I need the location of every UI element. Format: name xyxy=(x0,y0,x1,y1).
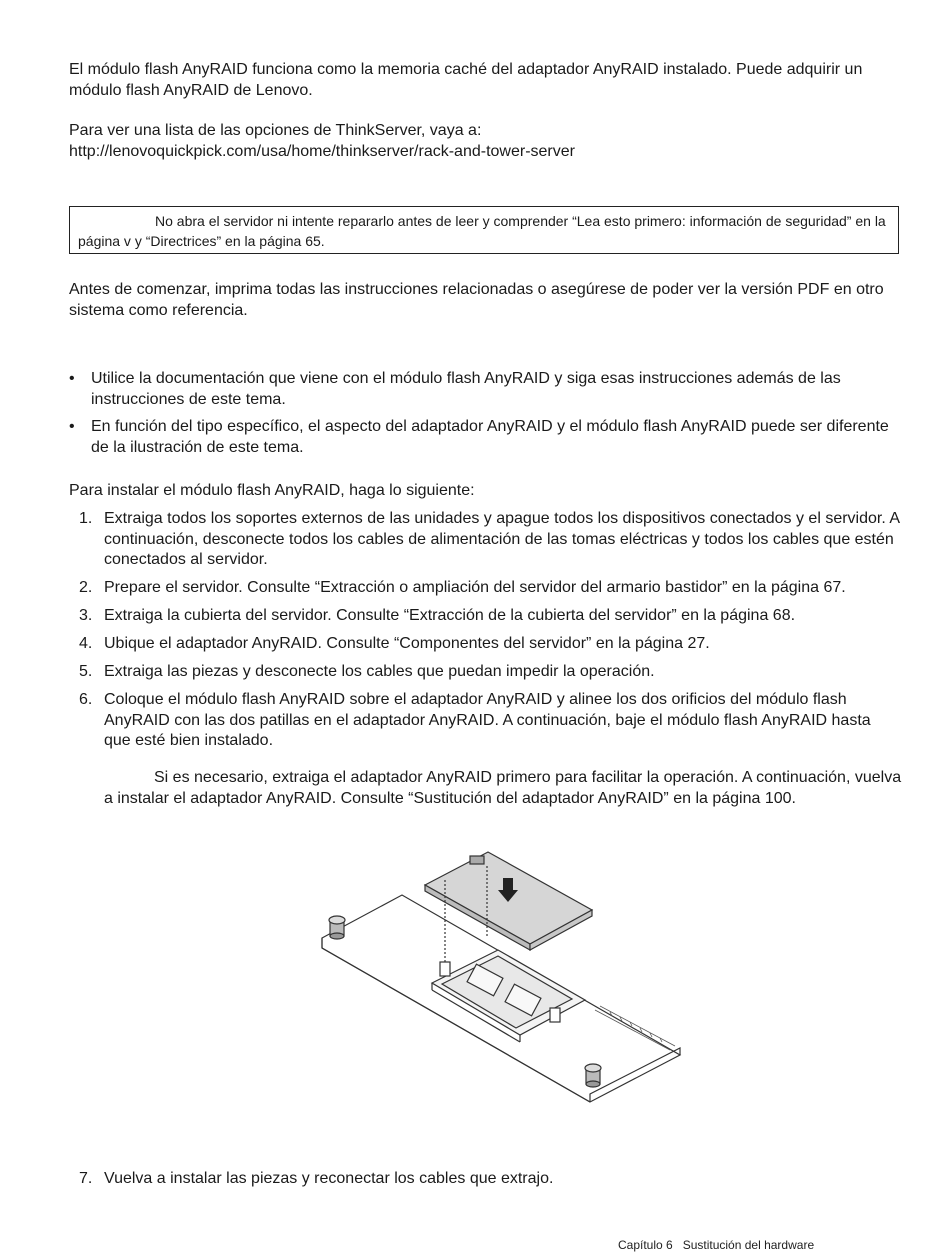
step-item xyxy=(69,578,901,599)
step-item xyxy=(69,509,901,571)
steps-list xyxy=(69,509,901,759)
note-text: Si es necesario, extraiga el adaptador AnyRAID primero para facilitar la operación. A continuación, vuelva a instalar el adaptador AnyRAID. Consulte “Sustitución del adaptador AnyRAID” en la página 100. xyxy=(104,769,902,807)
step-number: 1. xyxy=(79,510,93,527)
danger-notice-box xyxy=(69,206,899,254)
step-text: Prepare el servidor. Consulte “Extracción o ampliación del servidor del armario bastidor” en la página 67. xyxy=(104,579,846,596)
before-paragraph: Antes de comenzar, imprima todas las instrucciones relacionadas o asegúrese de poder ver la versión PDF en otro sistema como referencia. xyxy=(69,281,884,319)
list-item: • Utilice la documentación que viene con el módulo flash AnyRAID y siga esas instrucciones además de las instrucciones de este tema. xyxy=(69,369,901,410)
step-text: Ubique el adaptador AnyRAID. Consulte “Componentes del servidor” en la página 27. xyxy=(104,635,710,652)
options-line: Para ver una lista de las opciones de ThinkServer, vaya a: xyxy=(69,122,482,139)
step-number: 2. xyxy=(79,579,93,596)
step-item xyxy=(69,1169,936,1190)
step-number: 3. xyxy=(79,607,93,624)
note-paragraph xyxy=(104,768,904,809)
step-text: Extraiga la cubierta del servidor. Consulte “Extracción de la cubierta del servidor” en la página 68. xyxy=(104,607,796,624)
footer-title: Sustitución del hardware xyxy=(682,1238,815,1252)
step-text: Coloque el módulo flash AnyRAID sobre el adaptador AnyRAID y alinee los dos orificios del módulo flash AnyRAID con las dos patillas en el adaptador AnyRAID. A continuación, baje el módulo flash AnyRAID hasta que esté bien instalado. xyxy=(104,691,871,749)
step-item xyxy=(69,606,901,627)
list-item: • En función del tipo específico, el aspecto del adaptador AnyRAID y el módulo flash AnyRAID puede ser diferente de la ilustración de este tema. xyxy=(69,417,901,458)
page-footer xyxy=(618,1238,814,1252)
options-paragraph xyxy=(69,121,575,162)
step-item xyxy=(69,690,901,752)
step-text: Extraiga todos los soportes externos de las unidades y apague todos los dispositivos conectados y el servidor. A continuación, desconecte todos los cables de alimentación de las tomas eléctricas y todos los cables que estén conectados al servidor. xyxy=(104,510,900,568)
notes-list xyxy=(69,369,901,465)
intro-paragraph: El módulo flash AnyRAID funciona como la memoria caché del adaptador AnyRAID instalado. Puede adquirir un módulo flash AnyRAID de Lenovo. xyxy=(69,61,863,99)
step-text: Extraiga las piezas y desconecte los cables que puedan impedir la operación. xyxy=(104,663,655,680)
danger-notice-text: No abra el servidor ni intente repararlo antes de leer y comprender “Lea esto primero: información de seguridad” en la página v y “Directrices” en la página 65. xyxy=(78,213,886,249)
step-number: 5. xyxy=(79,663,93,680)
step-item xyxy=(69,662,901,683)
footer-chapter: Capítulo 6 xyxy=(618,1238,673,1252)
options-url-link[interactable]: http://lenovoquickpick.com/usa/home/thinkserver/rack-and-tower-server xyxy=(69,142,575,160)
thumbscrew-right xyxy=(585,1064,601,1087)
anyraid-flash-module-illustration xyxy=(320,850,690,1110)
step-number: 4. xyxy=(79,635,93,652)
step-number: 7. xyxy=(79,1170,93,1187)
step-text: Vuelva a instalar las piezas y reconectar los cables que extrajo. xyxy=(104,1170,554,1187)
step-item xyxy=(69,634,901,655)
step-number: 6. xyxy=(79,691,93,708)
thumbscrew-left xyxy=(329,916,345,939)
steps-intro: Para instalar el módulo flash AnyRAID, haga lo siguiente: xyxy=(69,482,475,499)
